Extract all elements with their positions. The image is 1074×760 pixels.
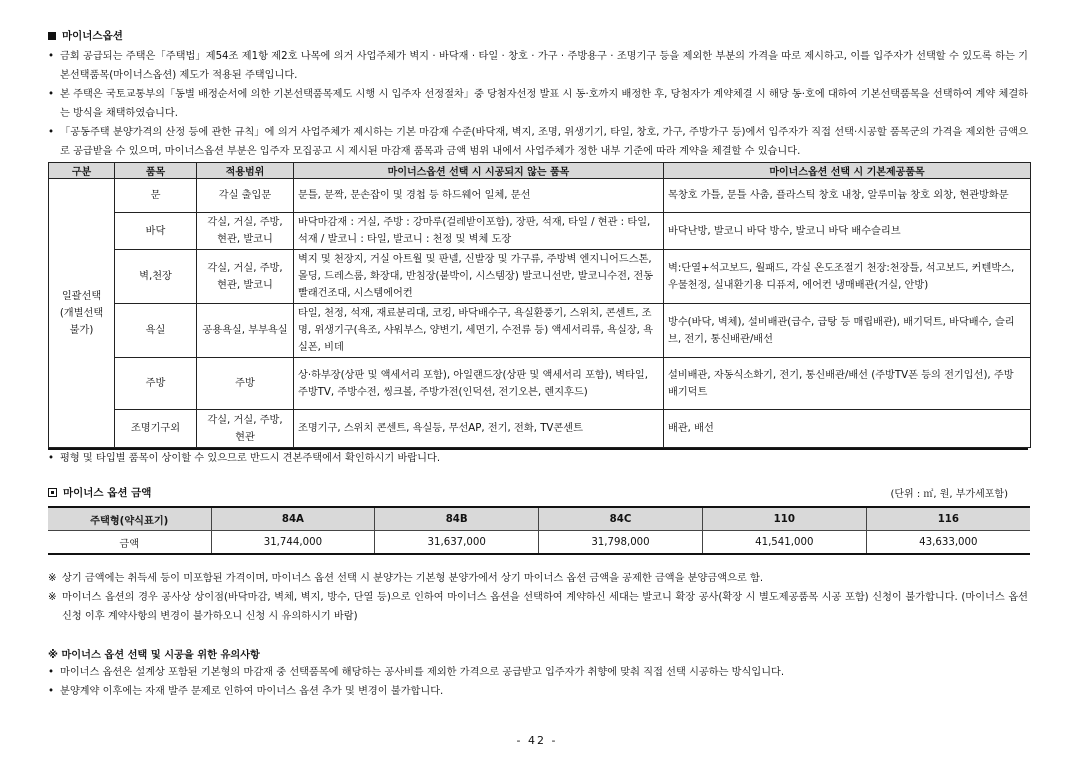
table-row: [49, 179, 1031, 213]
amount-note: ※ 마이너스 옵션의 경우 공사상 상이점(바닥마감, 벽체, 벽지, 방수, 단열 등)으로 인하여 마이너스 옵션을 선택하여 계약하신 세대는 발코니 확장 공사(확장 시 별도제공품목 시공 포함) 신청이 불가합니다. (마이너스 옵션 신청 이후 계약사항의 변경이 불가하오니 신청 시 유의하시기 바람): [48, 588, 1028, 626]
scope-cell: 각실, 거실, 주방, 현관, 발코니: [197, 213, 294, 250]
excluded-cell: 타일, 천정, 석재, 재료분리대, 코킹, 바닥배수구, 욕실환풍기, 스위치, 콘센트, 조명, 위생기구(욕조, 샤워부스, 양변기, 세면기, 수전류 등) 액세서리류, 욕실장, 욕실폰, 비데: [294, 304, 664, 358]
filled-square-icon: [48, 32, 56, 40]
scope-cell: 각실 출입문: [197, 179, 294, 213]
excluded-cell: 문틀, 문짝, 문손잡이 및 경첩 등 하드웨어 일체, 문선: [294, 179, 664, 213]
provided-cell: 목창호 가틀, 문틀 사춤, 플라스틱 창호 내창, 알루미늄 창호 외창, 현관방화문: [664, 179, 1031, 213]
header-excluded: 마이너스옵션 선택 시 시공되지 않는 품목: [294, 163, 664, 179]
amount-header-row: [48, 507, 1030, 531]
amount-row: [48, 531, 1030, 555]
amount-notes: [48, 569, 1028, 626]
item-cell: 바닥: [115, 213, 197, 250]
page-number: - 42 -: [516, 734, 558, 747]
caution-bullet: • 마이너스 옵션은 설계상 포함된 기본형의 마감재 중 선택품목에 해당하는 공사비를 제외한 가격으로 공급받고 입주자가 취향에 맞춰 직접 선택 시공하는 방식입니다.: [48, 663, 1028, 682]
header-item: 품목: [115, 163, 197, 179]
amount-value: 31,744,000: [211, 531, 375, 555]
item-cell: 주방: [115, 358, 197, 410]
header-provided: 마이너스옵션 선택 시 기본제공품목: [664, 163, 1031, 179]
scope-cell: 주방: [197, 358, 294, 410]
item-cell: 조명기구외: [115, 410, 197, 448]
header-category: 구분: [49, 163, 115, 179]
option-items-table: [48, 162, 1031, 448]
header-scope: 적용범위: [197, 163, 294, 179]
excluded-cell: 바닥마감재 : 거실, 주방 : 강마루(걸레받이포함), 장판, 석재, 타일 / 현관 : 타일, 석재 / 발코니 : 타일, 발코니 : 천정 및 벽체 도장: [294, 213, 664, 250]
amount-note: ※ 상기 금액에는 취득세 등이 미포함된 가격이며, 마이너스 옵션 선택 시 분양가는 기본형 분양가에서 상기 마이너스 옵션 금액을 공제한 금액을 분양금액으로 함.: [48, 569, 1028, 588]
excluded-cell: 조명기구, 스위치 콘센트, 욕실등, 무선AP, 전기, 전화, TV콘센트: [294, 410, 664, 448]
caution-title: ※ 마이너스 옵션 선택 및 시공을 위한 유의사항: [48, 646, 1028, 661]
amount-header: [48, 485, 1028, 500]
table-row: [49, 304, 1031, 358]
page-content: [48, 28, 1028, 701]
amount-type: 110: [702, 507, 866, 531]
provided-cell: 벽:단열+석고보드, 월패드, 각실 온도조절기 천장:천장틀, 석고보드, 커텐박스, 우물천정, 실내환기용 디퓨져, 에어컨 냉매배관(거실, 안방): [664, 250, 1031, 304]
provided-cell: 배관, 배선: [664, 410, 1031, 448]
intro-bullets: [48, 47, 1028, 161]
item-cell: 벽,천장: [115, 250, 197, 304]
scope-cell: 공용욕실, 부부욕실: [197, 304, 294, 358]
provided-cell: 바닥난방, 발코니 바닥 방수, 발코니 바닥 배수슬리브: [664, 213, 1031, 250]
table-row: [49, 410, 1031, 448]
amount-row-label: 금액: [48, 531, 211, 555]
amount-value: 41,541,000: [702, 531, 866, 555]
amount-value: 43,633,000: [866, 531, 1030, 555]
intro-bullet: • 「공동주택 분양가격의 산정 등에 관한 규칙」에 의거 사업주체가 제시하는 기본 마감재 수준(바닥재, 벽지, 조명, 위생기기, 타일, 창호, 가구, 주방가구 등)에서 입주자가 직접 선택·시공할 품목군의 가격을 제외한 금액으로 공급받을 수 있으며, 마이너스옵션 부분은 입주자 모집공고 시 제시된 마감재 품목과 금액 범위 내에서 사업주체가 정한 내부 기준에 따라 계약을 체결할 수 있습니다.: [48, 123, 1028, 161]
item-cell: 욕실: [115, 304, 197, 358]
amount-type: 84B: [375, 507, 539, 531]
table-footnote: • 평형 및 타입별 품목이 상이할 수 있으므로 반드시 견본주택에서 확인하시기 바랍니다.: [48, 448, 1028, 467]
amount-value: 31,637,000: [375, 531, 539, 555]
section-minus-option-title: 마이너스옵션: [48, 28, 1028, 43]
boxed-square-icon: [48, 488, 57, 497]
category-cell: 일괄선택 (개별선택 불가): [49, 179, 115, 448]
amount-title: 마이너스 옵션 금액: [48, 485, 151, 500]
amount-table: [48, 506, 1030, 555]
caution-bullet: • 분양계약 이후에는 자재 발주 문제로 인하여 마이너스 옵션 추가 및 변경이 불가합니다.: [48, 682, 1028, 701]
intro-bullet: • 금회 공급되는 주택은「주택법」제54조 제1항 제2호 나목에 의거 사업주체가 벽지 · 바닥재 · 타일 · 창호 · 가구 · 주방용구 · 조명기구 등을 제외한 부분의 가격을 따로 제시하고, 이를 입주자가 선택할 수 있도록 하는 기본선택품목(마이너스옵션) 제도가 적용된 주택입니다.: [48, 47, 1028, 85]
amount-value: 31,798,000: [539, 531, 703, 555]
excluded-cell: 상·하부장(상판 및 액세서리 포함), 아일랜드장(상판 및 액세서리 포함), 벽타일, 주방TV, 주방수전, 씽크볼, 주방가전(인덕션, 전기오븐, 렌지후드): [294, 358, 664, 410]
scope-cell: 각실, 거실, 주방, 현관: [197, 410, 294, 448]
table-row: [49, 250, 1031, 304]
amount-header-label: 주택형(약식표기): [48, 507, 211, 531]
amount-type: 116: [866, 507, 1030, 531]
provided-cell: 설비배관, 자동식소화기, 전기, 통신배관/배선 (주방TV폰 등의 전기입선), 주방 배기덕트: [664, 358, 1031, 410]
table-row: [49, 358, 1031, 410]
amount-type: 84C: [539, 507, 703, 531]
amount-type: 84A: [211, 507, 375, 531]
table-row: [49, 213, 1031, 250]
item-cell: 문: [115, 179, 197, 213]
amount-unit: (단위 : ㎡, 원, 부가세포함): [890, 489, 1008, 500]
table-header-row: [49, 163, 1031, 179]
scope-cell: 각실, 거실, 주방, 현관, 발코니: [197, 250, 294, 304]
caution-bullets: [48, 663, 1028, 701]
intro-bullet: • 본 주택은 국토교통부의「동별 배정순서에 의한 기본선택품목제도 시행 시 입주자 선정절차」중 당첨자선정 발표 시 동·호까지 배정한 후, 당첨자가 계약체결 시 해당 동·호에 대하여 기본선택품목을 선택하여 계약 체결하는 방식을 채택하였습니다.: [48, 85, 1028, 123]
provided-cell: 방수(바닥, 벽체), 설비배관(급수, 급탕 등 매립배관), 배기덕트, 바닥배수, 슬리브, 전기, 통신배관/배선: [664, 304, 1031, 358]
excluded-cell: 벽지 및 천장지, 거실 아트월 및 판넬, 신발장 및 가구류, 주방벽 엔지니어드스톤, 몰딩, 드레스룸, 화장대, 반침장(붙박이, 시스템장) 발코니선반, 발코니수전, 전동빨래건조대, 시스템에어컨: [294, 250, 664, 304]
